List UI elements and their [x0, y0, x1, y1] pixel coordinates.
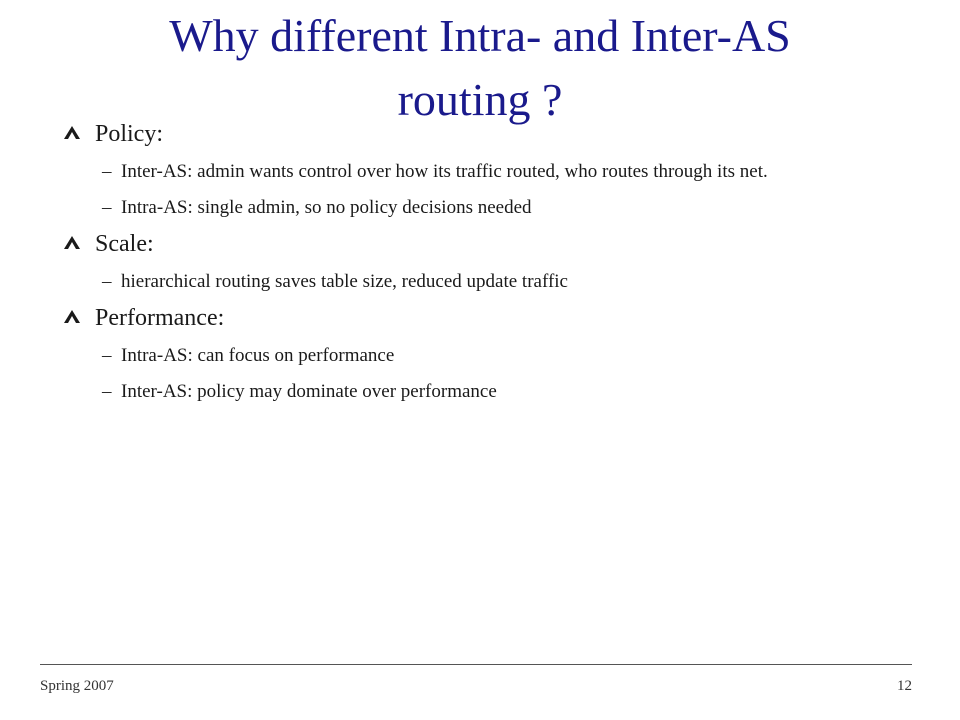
sub-item — [62, 340, 882, 371]
bullet-heading: Scale: — [95, 231, 154, 257]
bullet-scale — [62, 228, 882, 260]
sub-item — [62, 266, 882, 297]
sub-item-text: Intra-AS: single admin, so no policy decisions needed — [121, 197, 532, 218]
slide-content — [62, 118, 882, 412]
slide-title — [40, 4, 920, 132]
caret-up-icon — [62, 233, 82, 253]
page-number: 12 — [897, 678, 912, 694]
footer-divider — [40, 664, 912, 665]
bullet-policy — [62, 118, 882, 150]
sub-item-text: Intra-AS: can focus on performance — [121, 345, 395, 366]
footer-date: Spring 2007 — [40, 678, 114, 694]
slide-title-line-2: routing ? — [397, 74, 563, 125]
dash-marker: – — [102, 381, 112, 402]
dash-marker: – — [102, 161, 112, 182]
dash-marker: – — [102, 345, 112, 366]
sub-item — [62, 376, 882, 407]
sub-item-text: Inter-AS: admin wants control over how its traffic routed, who routes through its net. — [121, 161, 768, 182]
sub-item-text: hierarchical routing saves table size, reduced update traffic — [121, 271, 568, 292]
caret-up-icon — [62, 123, 82, 143]
caret-up-icon — [62, 307, 82, 327]
dash-marker: – — [102, 271, 112, 292]
dash-marker: – — [102, 197, 112, 218]
sub-item — [62, 192, 882, 223]
bullet-performance — [62, 302, 882, 334]
bullet-heading: Policy: — [95, 121, 164, 147]
bullet-heading: Performance: — [95, 305, 225, 331]
sub-item-text: Inter-AS: policy may dominate over performance — [121, 381, 497, 402]
slide-title-line-1: Why different Intra- and Inter-AS — [169, 10, 791, 61]
sub-item — [62, 156, 882, 187]
